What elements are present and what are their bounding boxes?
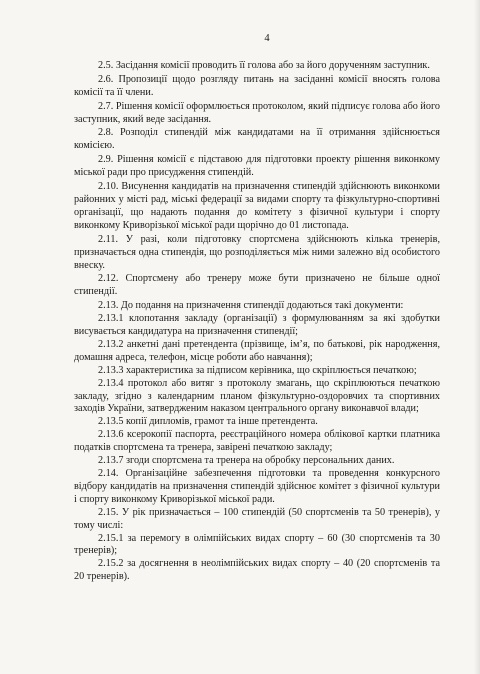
paragraph-2-15-2: 2.15.2 за досягнення в неолімпійських видах спорту – 40 (20 спортсменів та 20 тренерів). (74, 558, 440, 583)
paragraph-2-10: 2.10. Висунення кандидатів на призначення стипендій здійснюють виконкоми районних у місті рад, міські федерації за видами спорту та фізкультурно-спортивні організації, що надають подання до комітету з фізичної культури і спорту виконкому Криворізької міської ради щорічно до 01 листопада. (74, 181, 440, 231)
page-number: 4 (264, 33, 270, 44)
paragraph-2-13-3: 2.13.3 характеристика за підписом керівника, що скріплюється печаткою; (98, 364, 417, 376)
paragraph-2-9: 2.9. Рішення комісії є підставою для підготовки проекту рішення виконкому міської ради про присудження стипендій. (74, 154, 440, 179)
paragraph-2-13-5: 2.13.5 копії дипломів, грамот та інше претендента. (98, 416, 318, 428)
paragraph-2-6: 2.6. Пропозиції щодо розгляду питань на засіданні комісії вносять голова комісії та її члени. (74, 73, 440, 98)
paragraph-2-8: 2.8. Розподіл стипендій між кандидатами на її отримання здійснюється комісією. (74, 127, 440, 152)
paragraph-2-7: 2.7. Рішення комісії оформлюється протоколом, який підписує голова або його заступник, який веде засідання. (74, 100, 440, 125)
paragraph-2-13-4: 2.13.4 протокол або витяг з протоколу змагань, що скріплюються печаткою закладу, згідно з календарним планом фізкультурно-оздоровчих та спортивних заходів України, затвердженим наказом центрального органу виконавчої влади; (74, 377, 440, 415)
paragraph-2-11: 2.11. У разі, коли підготовку спортсмена здійснюють кілька тренерів, призначається одна стипендія, що розподіляється між ними залежно від особистого внеску. (74, 233, 440, 271)
paragraph-2-13-2: 2.13.2 анкетні дані претендента (прізвище, ім’я, по батькові, рік народження, домашня адреса, телефон, місце роботи або навчання); (74, 338, 440, 363)
paragraph-2-12: 2.12. Спортсмену або тренеру може бути призначено не більше одної стипендії. (74, 273, 440, 298)
paragraph-2-13-6: 2.13.6 ксерокопії паспорта, реєстраційного номера облікової картки платника податків спортсмена та тренера, завірені печаткою закладу; (74, 429, 440, 454)
paragraph-2-13-7: 2.13.7 згоди спортсмена та тренера на обробку персональних даних. (98, 455, 395, 467)
paragraph-2-15: 2.15. У рік призначається – 100 стипендій (50 спортсменів та 50 тренерів), у тому числі: (74, 506, 440, 531)
paragraph-2-15-1: 2.15.1 за перемогу в олімпійських видах спорту – 60 (30 спортсменів та 30 тренерів); (74, 532, 440, 557)
paragraph-2-14: 2.14. Організаційне забезпечення підготовки та проведення конкурсного відбору кандидатів на призначення стипендій здійснює комітет з фізичної культури і спорту виконкому Криворізької міської ради. (74, 468, 440, 505)
paragraph-2-13-1: 2.13.1 клопотання закладу (організації) з формулюванням за які здобутки висувається кандидатура на призначення стипендії; (74, 313, 440, 338)
paragraph-2-13: 2.13. До подання на призначення стипендії додаються такі документи: (98, 300, 404, 312)
paragraph-2-5: 2.5. Засідання комісії проводить її голова або за його дорученням заступник. (98, 59, 430, 71)
scan-edge-shadow (474, 0, 480, 674)
